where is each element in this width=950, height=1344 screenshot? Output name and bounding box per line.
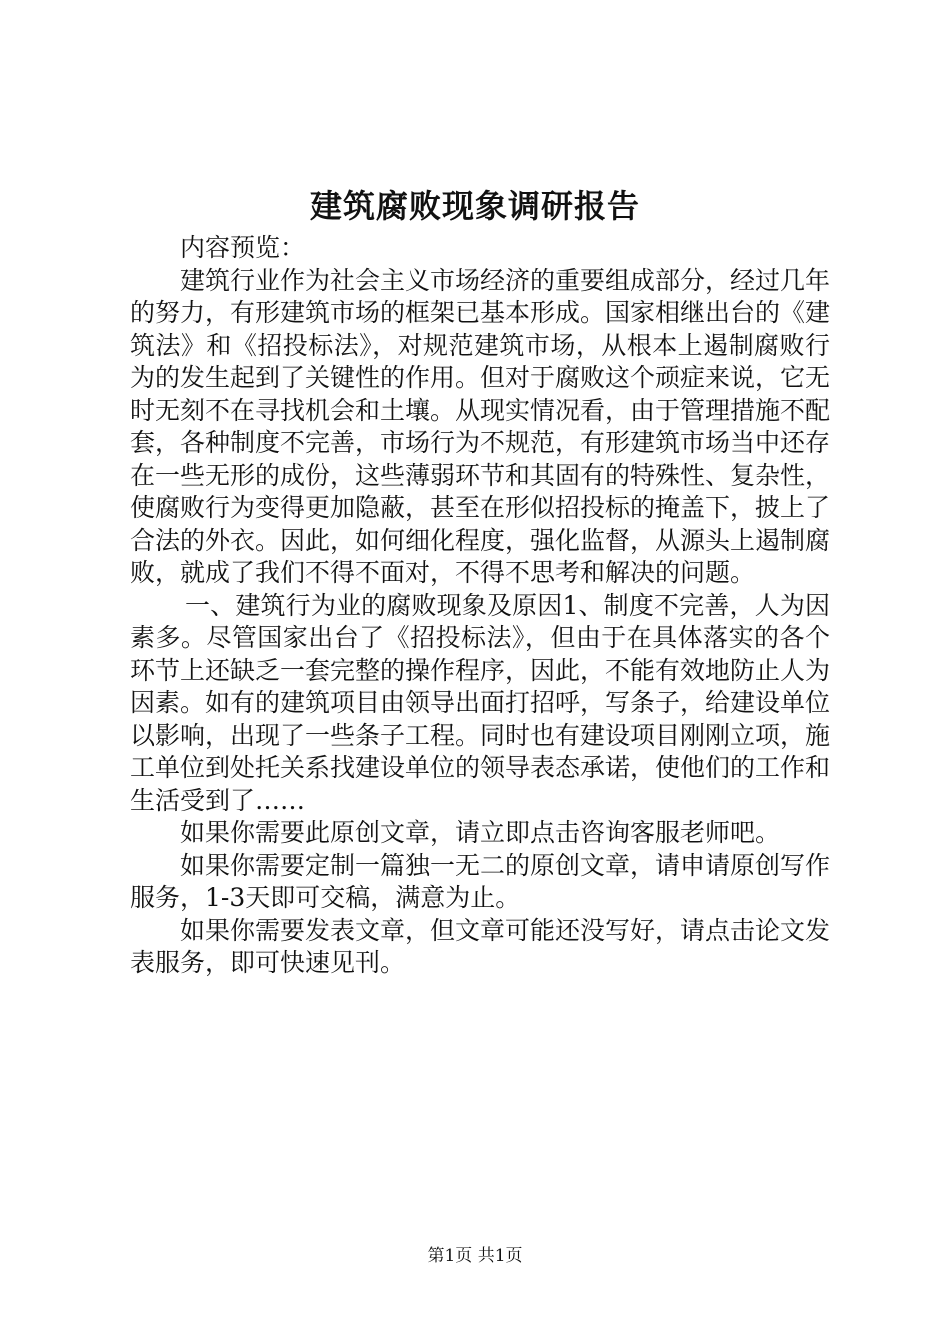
promo-paragraph-publishing: 如果你需要发表文章，但文章可能还没写好，请点击论文发表服务，即可快速见刊。 (130, 915, 831, 977)
document-title: 建筑腐败现象调研报告 (309, 187, 640, 225)
body-paragraph-intro: 建筑行业作为社会主义市场经济的重要组成部分，经过几年的努力，有形建筑市场的框架已基本形成。国家相继出台的《建筑法》和《招投标法》，对规范建筑市场，从根本上遏制腐败行为的发生起到了关键性的作用。但对于腐败这个顽症来说，它无时无刻不在寻找机会和土壤。从现实情况看，由于管理措施不配套，各种制度不完善，市场行为不规范，有形建筑市场当中还存在一些无形的成份，这些薄弱环节和其固有的特殊性、复杂性，使腐败行为变得更加隐蔽，甚至在形似招投标的掩盖下，披上了合法的外衣。因此，如何细化程度，强化监督，从源头上遏制腐败，就成了我们不得不面对，不得不思考和解决的问题。 (130, 265, 831, 587)
document-body (130, 232, 830, 980)
body-paragraph-section-one: 一、建筑行为业的腐败现象及原因1、制度不完善，人为因素多。尽管国家出台了《招投标法》，但由于在具体落实的各个环节上还缺乏一套完整的操作程序，因此，不能有效地防止人为因素。如有的建筑项目由领导出面打招呼，写条子，给建设单位以影响，出现了一些条子工程。同时也有建设项目刚刚立项，施工单位到处托关系找建设单位的领导表态承诺，使他们的工作和生活受到了…… (130, 590, 831, 815)
promo-paragraph-consult: 如果你需要此原创文章，请立即点击咨询客服老师吧。 (180, 818, 781, 847)
promo-paragraph-custom-writing: 如果你需要定制一篇独一无二的原创文章，请申请原创写作服务，1-3天即可交稿，满意为止。 (130, 850, 831, 912)
preview-label: 内容预览： (180, 233, 306, 262)
page-footer: 第1页 共1页 (427, 1246, 523, 1266)
